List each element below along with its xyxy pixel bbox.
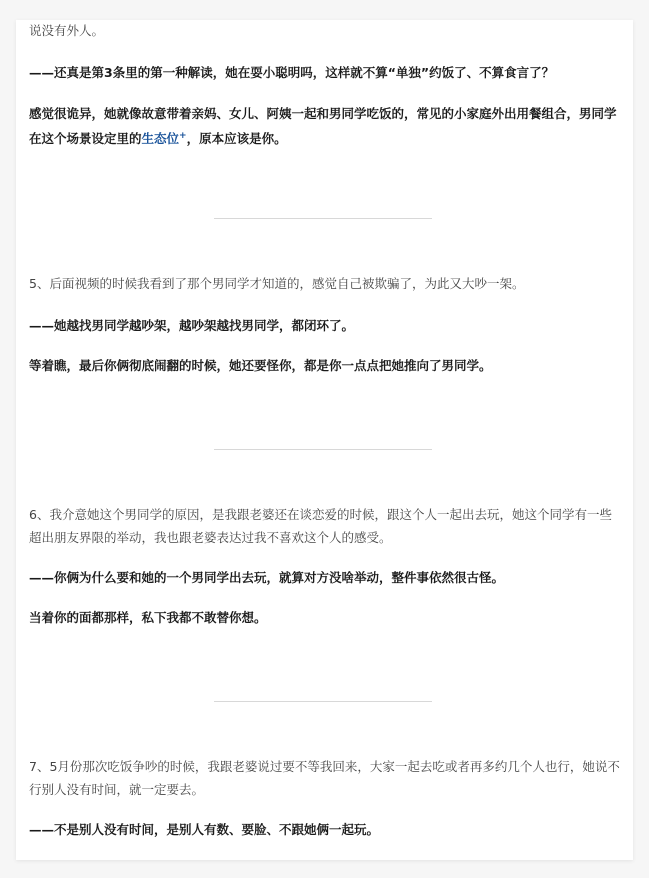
paragraph-text: 感觉很诡异，她就像故意带着亲妈、女儿、阿姨一起和男同学吃饭的，常见的小家庭外出用餐组合，男同学在这个场景设定里的	[29, 106, 617, 147]
paragraph-bold: ——还真是第3条里的第一种解读，她在耍小聪明吗，这样就不算“单独”约饭了、不算食言了？	[29, 65, 555, 80]
paragraph-bold: 当着你的面都那样，私下我都不敢替你想。	[29, 610, 267, 625]
section-divider	[214, 218, 432, 219]
paragraph-bold: 等着瞧，最后你俩彻底闹翻的时候，她还要怪你，都是你一点点把她推向了男同学。	[29, 358, 492, 373]
paragraph: 6、我介意她这个男同学的原因，是我跟老婆还在谈恋爱的时候，跟这个人一起出去玩，她这个同学有一些超出朋友界限的举动，我也跟老婆表达过我不喜欢这个人的感受。	[29, 507, 612, 545]
section-divider	[214, 701, 432, 702]
paragraph: 说没有外人。	[29, 23, 105, 38]
section-divider	[214, 449, 432, 450]
paragraph-bold: ——她越找男同学越吵架，越吵架越找男同学，都闭环了。	[29, 318, 355, 333]
paragraph: 5、后面视频的时候我看到了那个男同学才知道的，感觉自己被欺骗了，为此又大吵一架。	[29, 276, 525, 291]
article-card	[16, 20, 633, 860]
ecological-niche-link[interactable]: 生态位	[141, 131, 180, 147]
paragraph-text: ，原本应该是你。	[186, 131, 287, 147]
link-marker-icon[interactable]: +	[179, 131, 187, 141]
paragraph-bold	[29, 102, 621, 150]
paragraph-bold: ——不是别人没有时间，是别人有数、要脸、不跟她俩一起玩。	[29, 822, 380, 837]
paragraph-bold: ——你俩为什么要和她的一个男同学出去玩，就算对方没啥举动，整件事依然很古怪。	[29, 570, 505, 585]
paragraph: 7、5月份那次吃饭争吵的时候，我跟老婆说过要不等我回来，大家一起去吃或者再多约几个人也行，她说不行别人没有时间，就一定要去。	[29, 759, 620, 797]
